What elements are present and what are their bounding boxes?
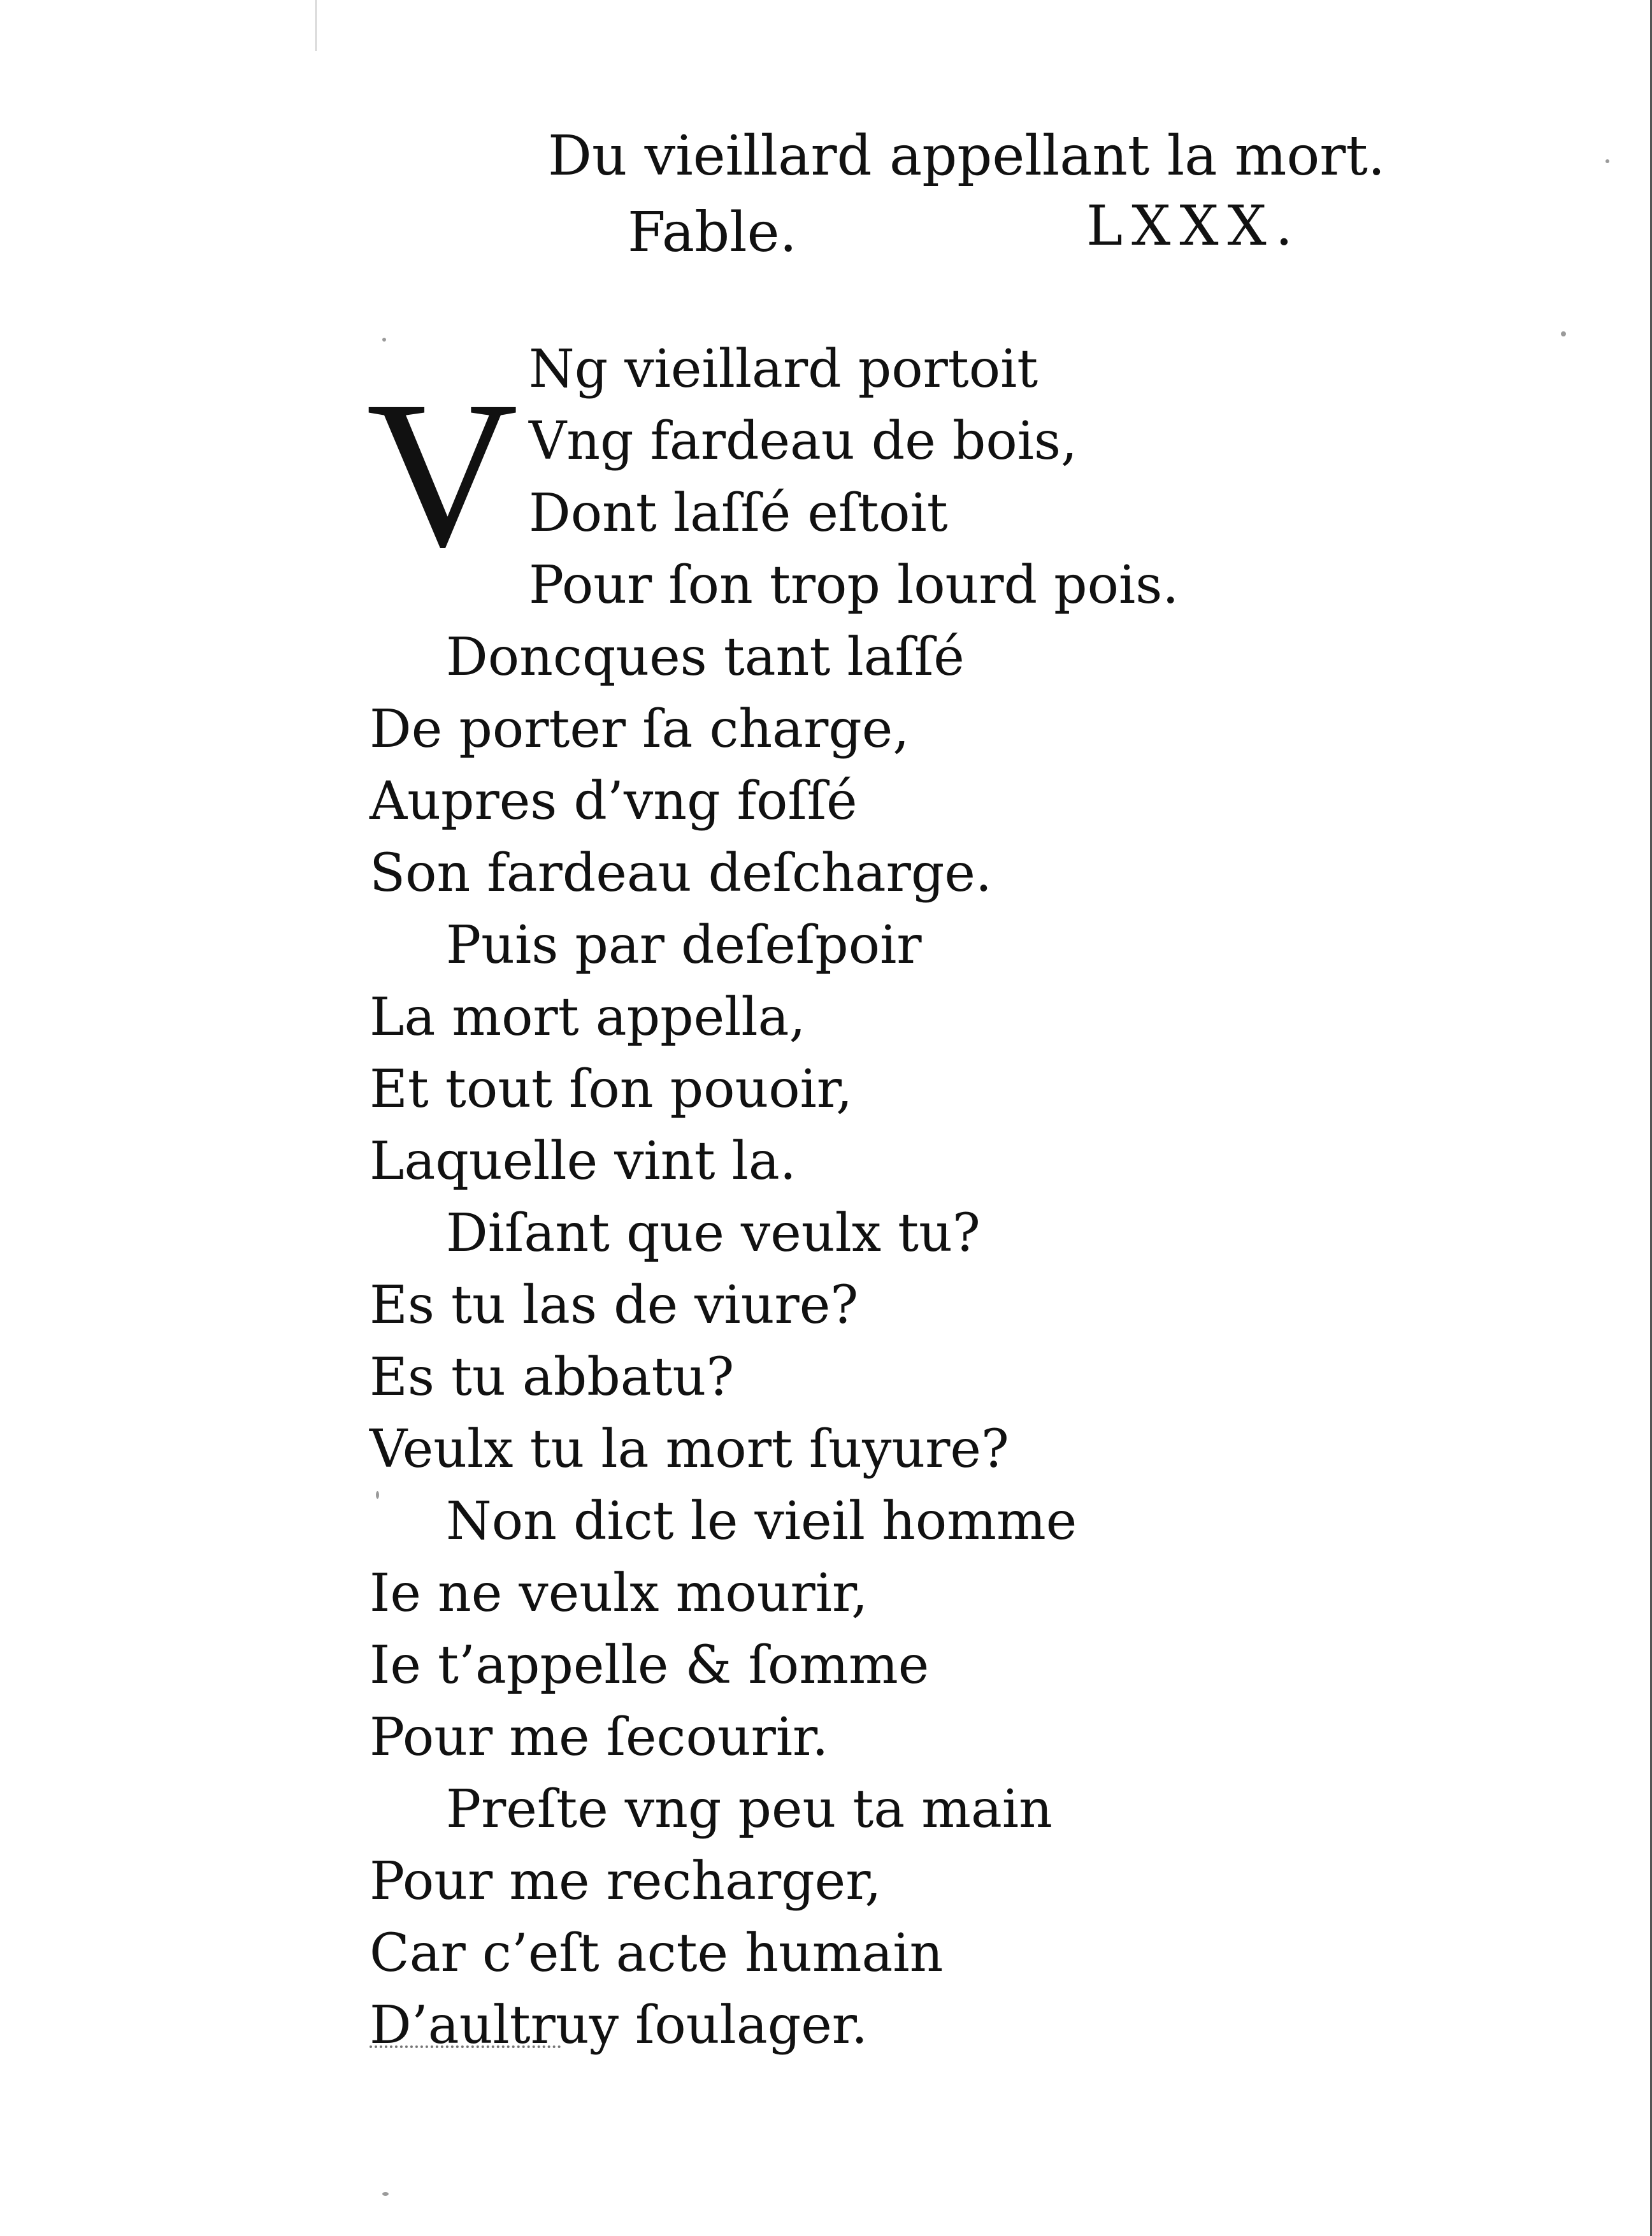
verse-line: Vng fardeau de bois, — [529, 411, 1078, 472]
verse-line: Preſte vng peu ta main — [446, 1779, 1052, 1840]
verse-line: Pour me ſecourir. — [370, 1707, 829, 1768]
verse-line: Doncques tant laſſé — [446, 627, 965, 688]
page-edge — [315, 0, 317, 51]
verse-line: Pour me recharger, — [370, 1851, 882, 1912]
verse-line: D’aultruy ſoulager. — [370, 1995, 868, 2056]
ink-speck — [1561, 331, 1566, 336]
fable-title: Du vieillard appellant la mort. — [548, 124, 1386, 188]
verse-line: Dont laſſé eſtoit — [529, 483, 948, 544]
drop-capital: V — [366, 358, 519, 591]
fable-label: Fable. — [628, 201, 797, 264]
verse-line: Es tu las de viure? — [370, 1275, 859, 1336]
verse-line: Diſant que veulx tu? — [446, 1203, 980, 1264]
verse-line: De porter ſa charge, — [370, 699, 910, 760]
fable-number: LXXX. — [1086, 194, 1302, 258]
verse-line: Pour ſon trop lourd pois. — [529, 555, 1179, 616]
ink-speck — [376, 1491, 379, 1499]
verse-line: Non dict le vieil homme — [446, 1491, 1077, 1552]
verse-line: Puis par deſeſpoir — [446, 915, 922, 976]
verse-line: Veulx tu la mort ſuyure? — [370, 1419, 1009, 1480]
verse-line: Son fardeau deſcharge. — [370, 843, 992, 904]
ink-speck — [382, 338, 386, 342]
verse-line: Ie ne veulx mourir, — [370, 1563, 868, 1624]
verse-line: Es tu abbatu? — [370, 1347, 735, 1408]
end-ornament — [370, 2045, 561, 2053]
verse-line: La mort appella, — [370, 987, 806, 1048]
verse-line: Et tout ſon pouoir, — [370, 1059, 853, 1120]
verse-line: Aupres d’vng foſſé — [370, 771, 858, 832]
verse-line: Car c’eſt acte humain — [370, 1923, 944, 1984]
ink-speck — [1605, 159, 1609, 163]
verse-line: Ng vieillard portoit — [529, 339, 1038, 400]
verse-line: Laquelle vint la. — [370, 1131, 796, 1192]
verse-line: Ie t’appelle & ſomme — [370, 1635, 930, 1696]
ink-speck — [382, 2192, 389, 2196]
